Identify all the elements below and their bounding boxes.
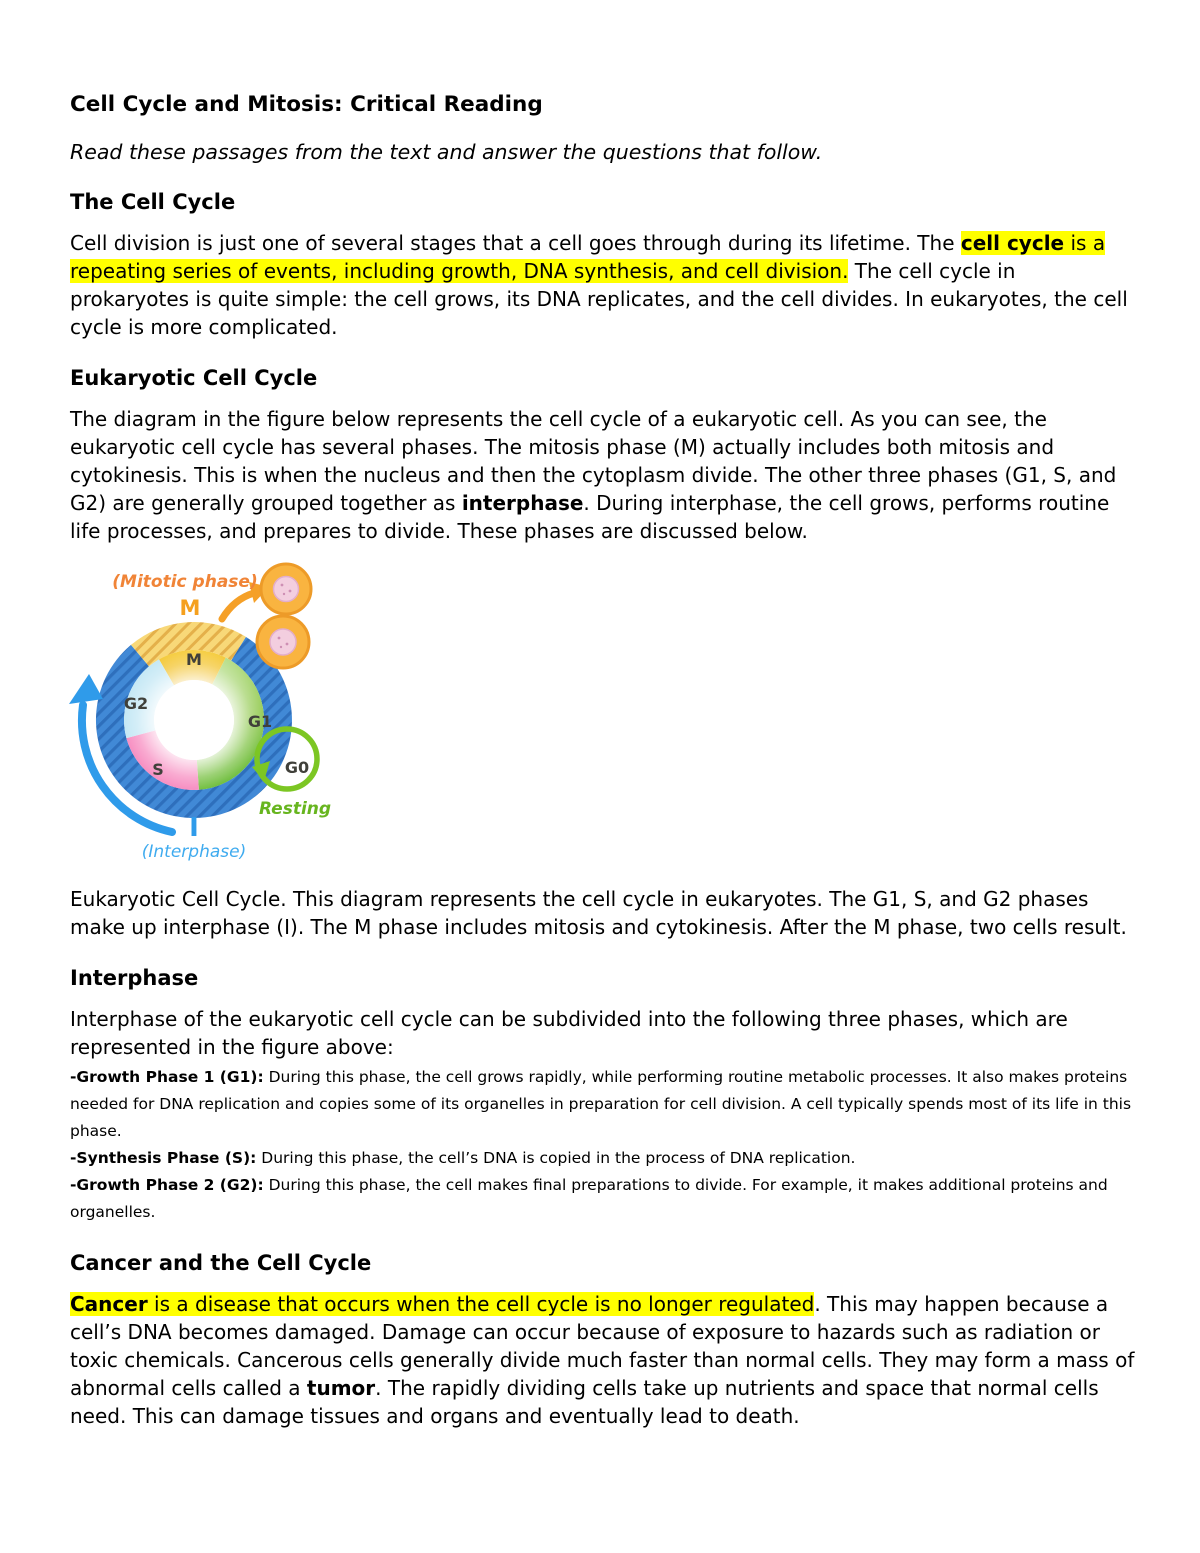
text-segment: Cancer <box>70 1292 148 1316</box>
interphase-letter-label: I <box>189 813 199 843</box>
m-segment-label: M <box>186 650 202 669</box>
donut-hole <box>154 680 234 760</box>
nucleus-speckle <box>289 590 292 593</box>
m-outer-label: M <box>179 596 201 620</box>
text-segment: -Growth Phase 1 (G1): <box>70 1068 264 1086</box>
text-segment: The cell cycle in prokaryotes is quite simple: the cell grows, its DNA replicates, and the cell divides. In eukaryotes, the cell cycle is more complicated. <box>70 259 1128 339</box>
paragraph-cancer <box>70 1290 1136 1430</box>
nucleus-speckle <box>283 593 285 595</box>
g2-segment-label: G2 <box>123 694 149 713</box>
phase-item-g2 <box>70 1172 1136 1226</box>
document-subtitle: Read these passages from the text and answer the questions that follow. <box>70 140 823 164</box>
g0-label: G0 <box>284 758 310 777</box>
text-segment: During this phase, the cell makes final preparations to divide. For example, it makes additional proteins and organelles. <box>70 1176 1108 1221</box>
paragraph-interphase: Interphase of the eukaryotic cell cycle can be subdivided into the following three phases, which are represented in the figure above: <box>70 1007 1068 1059</box>
nucleus-speckle <box>281 584 284 587</box>
paragraph-eukaryotic <box>70 405 1136 545</box>
cell-cycle-figure <box>62 557 1136 871</box>
heading-cancer: Cancer and the Cell Cycle <box>70 1251 372 1275</box>
text-segment: . During interphase, the cell grows, performs routine life processes, and prepares to divide. These phases are discussed below. <box>70 491 1110 543</box>
mitosis-arrow <box>222 593 254 619</box>
cell-nucleus <box>274 577 299 602</box>
phase-item-s <box>70 1145 1136 1172</box>
heading-interphase: Interphase <box>70 966 199 990</box>
nucleus-speckle <box>280 646 282 648</box>
text-segment: is a repeating series of events, including growth, DNA synthesis, and cell division. <box>70 231 1106 283</box>
phase-item-g1 <box>70 1064 1136 1145</box>
heading-eukaryotic-cell-cycle: Eukaryotic Cell Cycle <box>70 366 318 390</box>
text-segment: During this phase, the cell grows rapidly, while performing routine metabolic processes. It also makes proteins needed for DNA replication and copies some of its organelles in preparation for cell division. A cell typically spends most of its life in this phase. <box>70 1068 1132 1140</box>
text-segment: Cell division is just one of several stages that a cell goes through during its lifetime. The <box>70 231 961 255</box>
s-segment-label: S <box>152 760 164 779</box>
text-segment: . The rapidly dividing cells take up nutrients and space that normal cells need. This can damage tissues and organs and eventually lead to death. <box>70 1376 1099 1428</box>
daughter-cells <box>257 564 311 668</box>
text-segment: tumor <box>306 1376 376 1400</box>
resting-label: Resting <box>258 799 332 819</box>
text-segment: -Synthesis Phase (S): <box>70 1149 257 1167</box>
cell-nucleus <box>270 629 296 655</box>
text-segment: interphase <box>461 491 584 515</box>
nucleus-speckle <box>286 643 289 646</box>
interphase-arrowhead-icon <box>69 674 103 704</box>
text-segment: The diagram in the figure below represents the cell cycle of a eukaryotic cell. As you can see, the eukaryotic cell cycle has several phases. The mitosis phase (M) actually includes both mitosis and cytokinesis. This is when the nucleus and then the cytoplasm divide. The other three phases (G1, S, and G2) are generally grouped together as <box>70 407 1117 515</box>
text-segment: -Growth Phase 2 (G2): <box>70 1176 264 1194</box>
g1-segment-label: G1 <box>247 712 273 731</box>
document-title: Cell Cycle and Mitosis: Critical Reading <box>70 92 543 117</box>
heading-the-cell-cycle: The Cell Cycle <box>70 190 236 214</box>
text-segment: is a disease that occurs when the cell cycle is no longer regulated <box>147 1292 815 1316</box>
mitotic-phase-label: (Mitotic phase) <box>112 572 258 592</box>
paragraph-cell-cycle <box>70 229 1136 341</box>
cell-cycle-diagram <box>62 557 372 867</box>
figure-caption: Eukaryotic Cell Cycle. This diagram represents the cell cycle in eukaryotes. The G1, S, and G2 phases make up interphase (I). The M phase includes mitosis and cytokinesis. After the M phase, two cells result. <box>70 887 1127 939</box>
text-segment: During this phase, the cell’s DNA is copied in the process of DNA replication. <box>256 1149 856 1167</box>
nucleus-speckle <box>278 637 281 640</box>
text-segment: . This may happen because a cell’s DNA becomes damaged. Damage can occur because of exposure to hazards such as radiation or toxic chemicals. Cancerous cells generally divide much faster than normal cells. They may form a mass of abnormal cells called a <box>70 1292 1135 1400</box>
interphase-label: (Interphase) <box>141 842 247 862</box>
text-segment: cell cycle <box>960 231 1065 255</box>
phase-list <box>70 1064 1136 1226</box>
